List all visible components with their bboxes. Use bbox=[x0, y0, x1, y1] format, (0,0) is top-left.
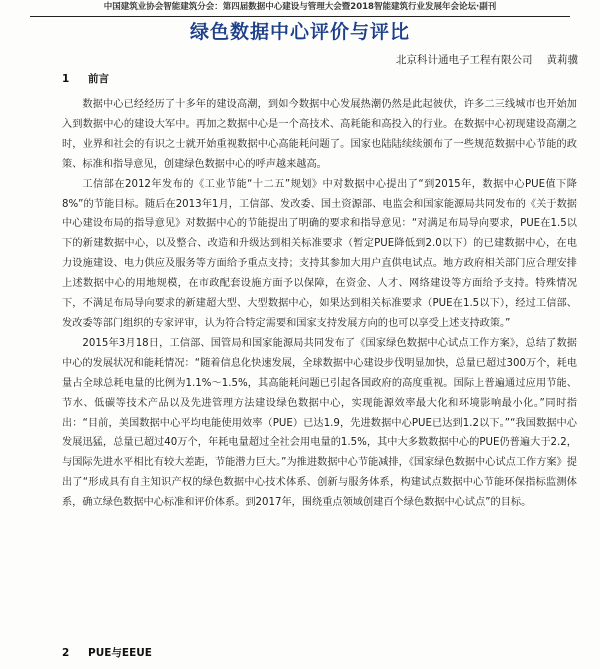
affiliation: 北京科计通电子工程有限公司 bbox=[396, 54, 533, 66]
section-number: 1 bbox=[62, 73, 70, 85]
section-title: PUE与EEUE bbox=[88, 647, 152, 659]
section-heading-1 bbox=[62, 72, 109, 86]
paragraph: 工信部在2012年发布的《工业节能“十二五”规划》中对数据中心提出了“到2015年，数据中心PUE值下降8%”的节能目标。随后在2013年1月，工信部、发改委、国土资源部、电监会和国家能源局共同发布的《关于数据中心建设布局的指导意见》对数据中心的节能提出了明确的要求和指导意见：“对满足布局导向要求，PUE在1.5以下的新建数据中心，以及整合、改造和升级达到相关标准要求（暂定PUE降低到2.0以下）的已建数据中心，在电力设施建设、电力供应及服务等方面给予重点支持；支持其参加大用户直供电试点。地方政府相关部门应合理安排上述数据中心的用地规模，在市政配套设施方面予以保障，在资金、人才、网络建设等方面给予支持。特殊情况下，不满足布局导向要求的新建超大型、大型数据中心，如果达到相关标准要求（PUE在1.5以下），经过工信部、发改委等部门组织的专家评审，认为符合特定需要和国家支持发展方向的也可以享受上述支持政策。” bbox=[62, 178, 577, 329]
running-header: 中国建筑业协会智能建筑分会：第四届数据中心建设与管理大会暨2018智能建筑行业发展年会论坛·副刊 bbox=[30, 0, 570, 17]
section-number: 2 bbox=[62, 647, 70, 659]
article-title: 绿色数据中心评价与评比 bbox=[189, 21, 410, 43]
section-heading-2 bbox=[62, 646, 152, 660]
section-1-body bbox=[62, 95, 577, 513]
paragraph: 数据中心已经经历了十多年的建设高潮，到如今数据中心发展热潮仍然是此起彼伏，许多二三线城市也开始加入到数据中心的建设大军中。再加之数据中心是一个高技术、高耗能和高投入的行业。在数据中心初现建设高潮之时，业界和社会的有识之士就开始重视数据中心高能耗问题了。国家也陆陆续续颁布了一些规范数据中心节能的政策、标准和指导意见，创建绿色数据中心的呼声越来越高。 bbox=[62, 99, 577, 170]
author-name: 黄莉骥 bbox=[546, 54, 578, 66]
section-title: 前言 bbox=[88, 73, 109, 85]
byline bbox=[382, 53, 578, 67]
paragraph: 2015年3月18日，工信部、国管局和国家能源局共同发布了《国家绿色数据中心试点工作方案》，总结了数据中心的发展状况和能耗情况：“随着信息化快速发展，全球数据中心建设步伐明显加快，总量已超过300万个，耗电量占全球总耗电量的比例为1.1%～1.5%，其高能耗问题已引起各国政府的高度重视。国际上普遍通过应用节能、节水、低碳等技术产品以及先进管理方法建设绿色数据中心，实现能源效率最大化和环境影响最小化。”同时指出：“目前，美国数据中心平均电能使用效率（PUE）已达1.9，先进数据中心PUE已达到1.2以下。”“我国数据中心发展迅猛，总量已超过40万个，年耗电量超过全社会用电量的1.5%，其中大多数数据中心的PUE仍普遍大于2.2，与国际先进水平相比有较大差距，节能潜力巨大。”为推进数据中心节能减排，《国家绿色数据中心试点工作方案》提出了“形成具有自主知识产权的绿色数据中心技术体系、创新与服务体系，构建试点数据中心节能环保指标监测体系，确立绿色数据中心标准和评价体系。到2017年，围绕重点领域创建百个绿色数据中心试点”的目标。 bbox=[62, 337, 577, 509]
